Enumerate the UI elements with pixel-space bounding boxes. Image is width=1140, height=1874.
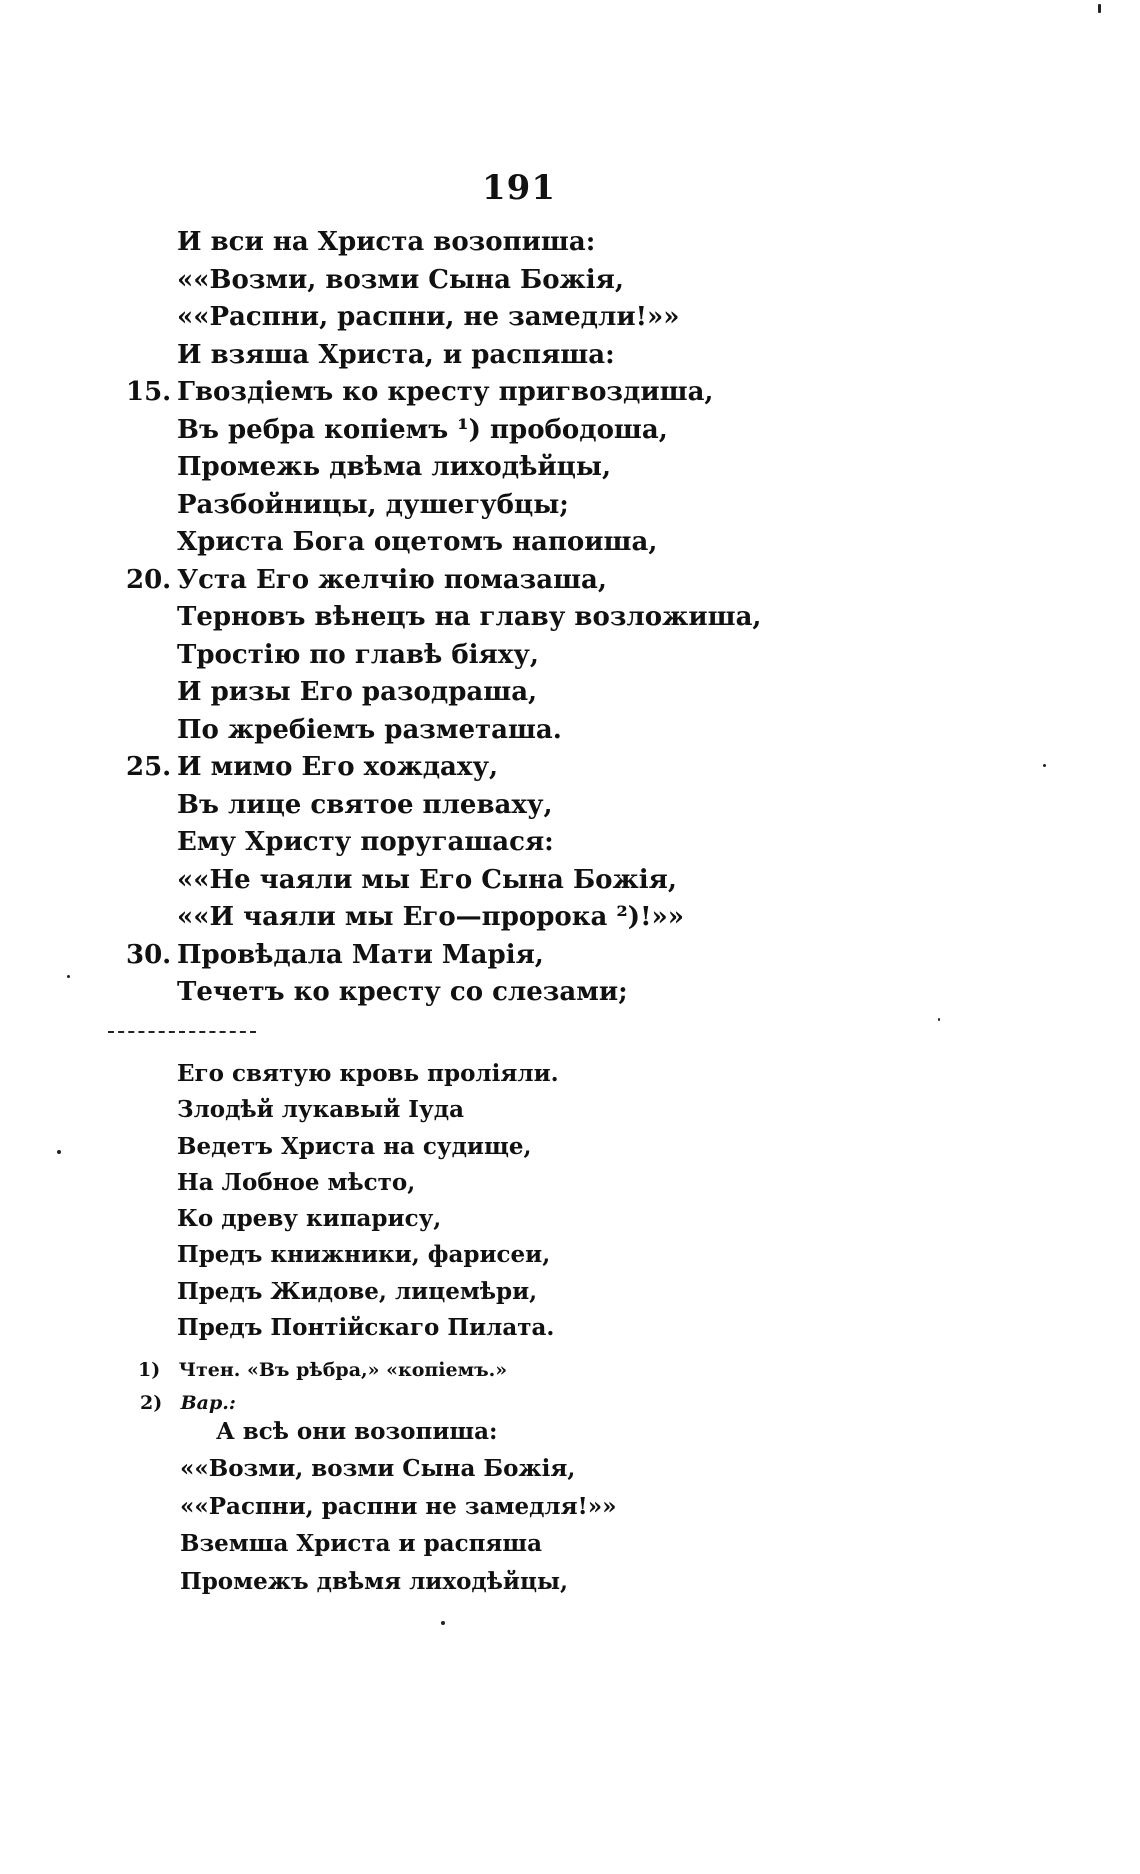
footnote-separator: [108, 1031, 256, 1033]
paper-speck: [938, 1018, 940, 1021]
verse-text: Гвоздіемъ ко кресту пригвоздиша,: [177, 377, 714, 407]
footnote-marker: 2): [140, 1392, 163, 1414]
verse-text: По жребіемъ разметаша.: [177, 714, 562, 745]
verse-text: Ему Христу поругашася:: [177, 827, 554, 857]
verse-text: ««И чаяли мы Его—пророка ²)!»»: [177, 902, 685, 932]
paper-speck: [1043, 764, 1046, 767]
page-number: 191: [482, 168, 556, 208]
verse-line: [0, 899, 1140, 937]
verse-line: [0, 787, 1140, 825]
verse-text: И ризы Его разодраша,: [177, 677, 538, 707]
paper-speck: [441, 1621, 445, 1625]
verse-line: [0, 937, 1140, 975]
variant-line: ««Распни, распни не замедля!»»: [180, 1492, 617, 1520]
verse-line: [0, 862, 1140, 900]
footnotes: [138, 1354, 1038, 1420]
variant-line: А всѣ они возопиша:: [216, 1418, 498, 1445]
verse-line: [0, 712, 1140, 750]
verse-text: И вси на Христа возопиша:: [177, 227, 596, 257]
continuation-line: Ко древу кипарису,: [177, 1205, 442, 1233]
verse-line: [0, 449, 1140, 487]
variant-block: [180, 1413, 617, 1600]
paper-speck: [57, 1150, 61, 1154]
verse-text: Провѣдала Мати Марія,: [177, 939, 544, 970]
variant-line: Промежъ двѣмя лиходѣйцы,: [180, 1567, 569, 1595]
verse-line: [0, 337, 1140, 375]
paper-speck: [1098, 4, 1101, 13]
variant-line: ««Возми, возми Сына Божія,: [180, 1455, 576, 1483]
verse-text: Въ ребра копіемъ ¹) прободоша,: [177, 414, 668, 445]
footnote-text: «Въ рѣбра,» «копіемъ.»: [246, 1359, 508, 1381]
footnote-label: Чтен.: [178, 1359, 241, 1381]
verse-line: [0, 599, 1140, 637]
continuation-line: Его святую кровь проліяли.: [177, 1060, 559, 1087]
verse-block: [0, 224, 1140, 1012]
continuation-line: Злодѣй лукавый Іуда: [177, 1096, 464, 1124]
verse-line: [0, 374, 1140, 412]
continuation-line: Предъ Понтійскаго Пилата.: [177, 1314, 555, 1342]
verse-text: Тростію по главѣ біяху,: [177, 639, 539, 670]
verse-text: Уста Его желчію помазаша,: [177, 564, 607, 595]
line-number: 30.: [126, 939, 172, 970]
continuation-line: Ведетъ Христа на судище,: [177, 1132, 532, 1160]
verse-line: [0, 299, 1140, 337]
verse-text: Терновъ вѣнецъ на главу возложиша,: [177, 602, 762, 632]
verse-line: [0, 224, 1140, 262]
line-number: 20.: [126, 564, 172, 595]
verse-text: Течетъ ко кресту со слезами;: [177, 977, 628, 1007]
verse-line: [0, 487, 1140, 525]
verse-text: Разбойницы, душегубцы;: [177, 489, 569, 520]
continuation-line: На Лобное мѣсто,: [177, 1168, 416, 1196]
verse-line: [0, 674, 1140, 712]
paper-speck: [67, 975, 70, 978]
verse-line: [0, 749, 1140, 787]
footnote-marker: 1): [138, 1359, 161, 1381]
footnote-label: Вар.:: [180, 1392, 236, 1414]
verse-line: [0, 524, 1140, 562]
verse-line: [0, 824, 1140, 862]
verse-line: [0, 562, 1140, 600]
verse-text: ««Распни, распни, не замедли!»»: [177, 302, 680, 332]
verse-text: И мимо Его хождаху,: [177, 752, 499, 782]
verse-text: Въ лице святое плеваху,: [177, 789, 553, 820]
verse-line: [0, 974, 1140, 1012]
verse-text: Промежь двѣма лиходѣйцы,: [177, 452, 611, 482]
verse-text: ««Не чаяли мы Его Сына Божія,: [177, 864, 677, 895]
continuation-line: Предъ книжники, фарисеи,: [177, 1241, 551, 1269]
verse-line: [0, 412, 1140, 450]
variant-line: Вземша Христа и распяша: [180, 1530, 543, 1558]
verse-text: ««Возми, возми Сына Божія,: [177, 264, 624, 295]
verse-text: И взяша Христа, и распяша:: [177, 339, 615, 370]
continuation-block: [177, 1056, 559, 1346]
line-number: 25.: [126, 752, 172, 782]
verse-line: [0, 637, 1140, 675]
verse-text: Христа Бога оцетомъ напоиша,: [177, 527, 658, 557]
continuation-line: Предъ Жидове, лицемѣри,: [177, 1277, 538, 1305]
verse-line: [0, 262, 1140, 300]
footnote-1: [138, 1354, 1038, 1387]
line-number: 15.: [126, 377, 172, 407]
